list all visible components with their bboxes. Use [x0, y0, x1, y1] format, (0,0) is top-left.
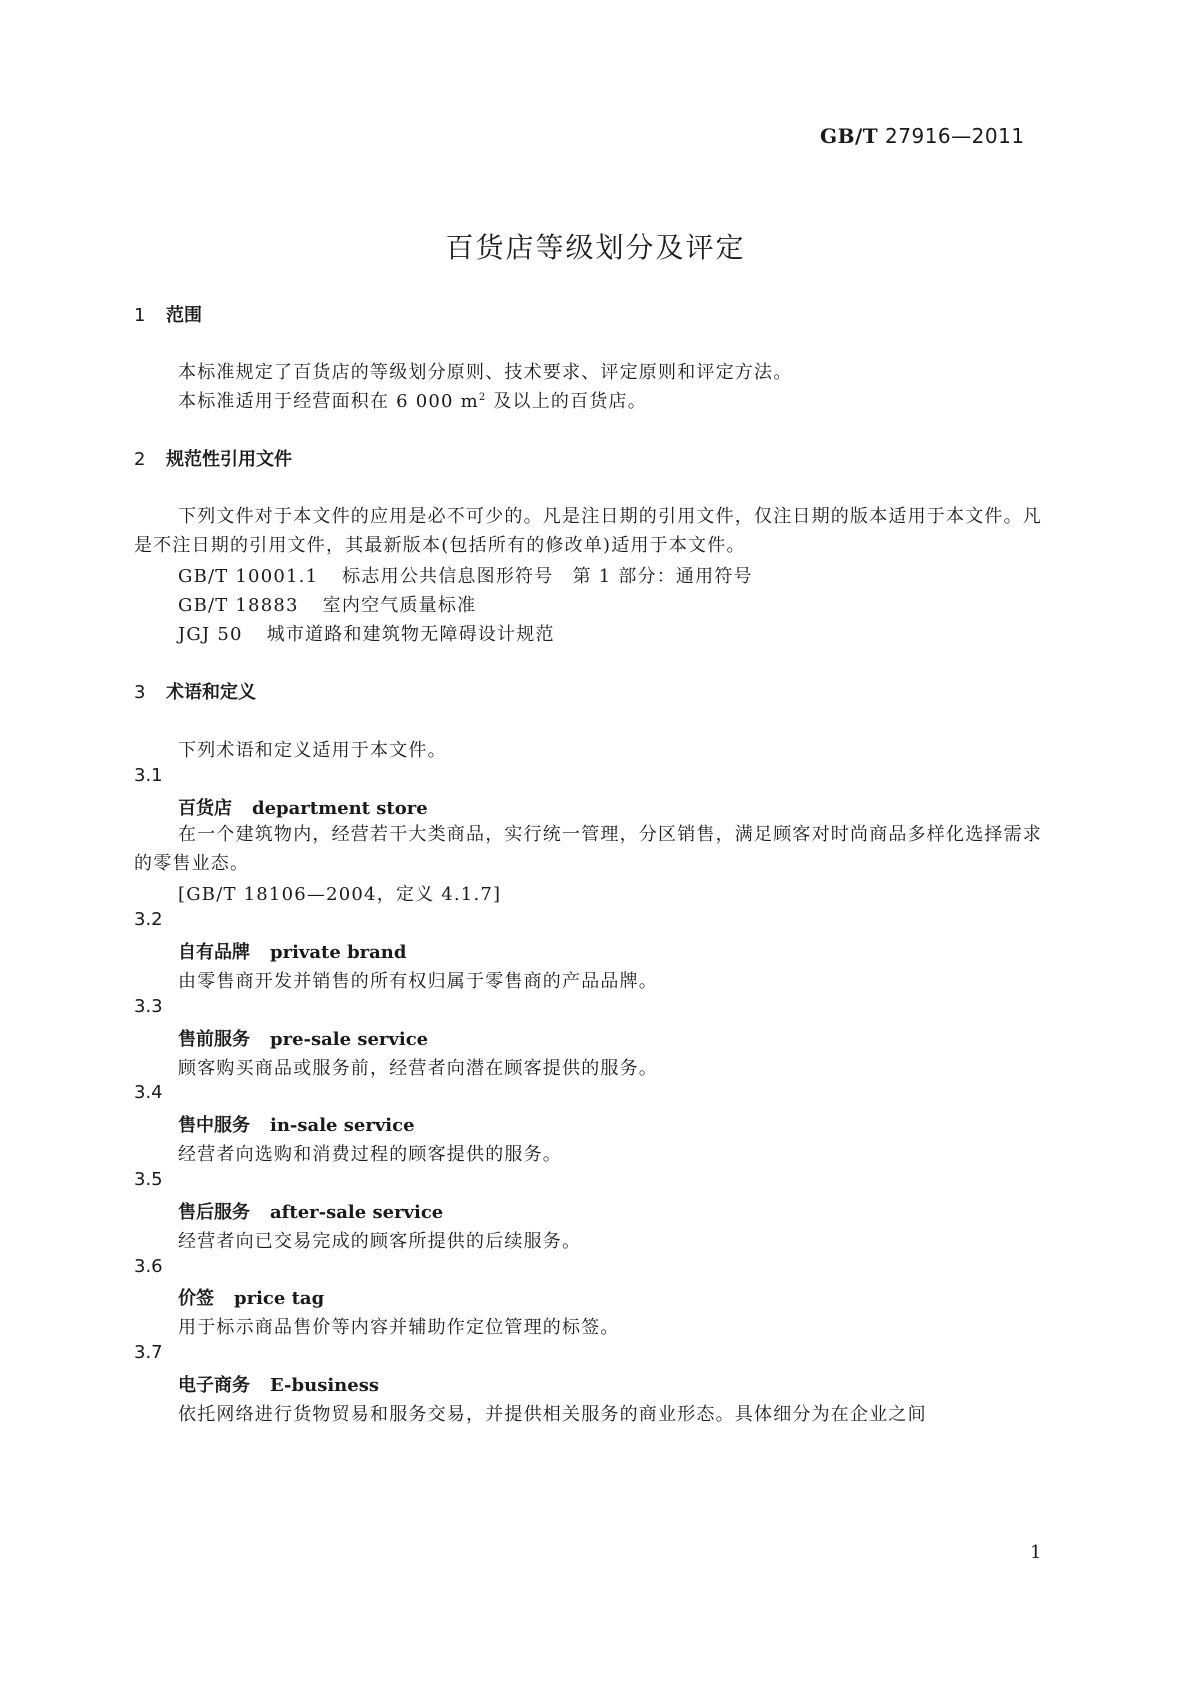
term-number: 3.7 — [134, 1342, 163, 1363]
reference-item — [178, 591, 476, 617]
term-definition: 经营者向已交易完成的顾客所提供的后续服务。 — [178, 1231, 582, 1252]
standard-code: 27916—2011 — [885, 124, 1025, 148]
term-heading — [178, 1198, 443, 1224]
section-1-heading — [134, 301, 202, 327]
section-title: 范围 — [166, 305, 202, 326]
section-title: 术语和定义 — [166, 682, 256, 703]
reference-name: 标志用公共信息图形符号 第 1 部分：通用符号 — [342, 566, 753, 587]
term-heading — [178, 1371, 379, 1397]
term-definition: 经营者向选购和消费过程的顾客提供的服务。 — [178, 1144, 562, 1165]
term-number: 3.2 — [134, 909, 163, 930]
term-cn: 售前服务 — [178, 1029, 250, 1050]
term-source: [GB/T 18106—2004，定义 4.1.7] — [178, 884, 502, 905]
term-heading — [178, 794, 428, 820]
term-heading — [178, 1025, 428, 1051]
page-number: 1 — [1030, 1542, 1042, 1563]
term-heading — [178, 1111, 415, 1137]
term-definition: 由零售商开发并销售的所有权归属于零售商的产品品牌。 — [178, 971, 658, 992]
superscript: 2 — [478, 392, 487, 403]
term-en: in-sale service — [270, 1115, 415, 1136]
term-number: 3.4 — [134, 1082, 163, 1103]
term-number: 3.5 — [134, 1169, 163, 1190]
document-title: 百货店等级划分及评定 — [445, 231, 746, 264]
term-cn: 百货店 — [178, 798, 232, 819]
term-definition-text: 在一个建筑物内，经营若干大类商品，实行统一管理，分区销售，满足顾客对时尚商品多样化选择需求的零售业态。 — [134, 824, 1042, 874]
references-intro-text: 下列文件对于本文件的应用是必不可少的。凡是注日期的引用文件，仅注日期的版本适用于本文件。凡是不注日期的引用文件，其最新版本(包括所有的修改单)适用于本文件。 — [134, 506, 1042, 556]
term-definition — [134, 820, 1059, 878]
references-intro — [134, 502, 1059, 560]
term-cn: 电子商务 — [178, 1375, 250, 1396]
reference-code: GB/T 10001.1 — [178, 566, 319, 587]
term-number: 3.6 — [134, 1256, 163, 1277]
scope-paragraph-1: 本标准规定了百货店的等级划分原则、技术要求、评定原则和评定方法。 — [178, 362, 793, 383]
term-en: price tag — [234, 1288, 325, 1309]
standard-prefix: GB/T — [820, 124, 879, 148]
term-cn: 售中服务 — [178, 1115, 250, 1136]
reference-code: GB/T 18883 — [178, 595, 299, 616]
term-heading — [178, 938, 406, 964]
section-number: 2 — [134, 449, 146, 470]
term-en: after-sale service — [270, 1202, 444, 1223]
term-en: private brand — [270, 942, 407, 963]
term-number: 3.3 — [134, 996, 163, 1017]
reference-code: JGJ 50 — [178, 624, 243, 645]
term-cn: 售后服务 — [178, 1202, 250, 1223]
standard-number — [820, 124, 1025, 148]
reference-name: 城市道路和建筑物无障碍设计规范 — [266, 624, 555, 645]
scope-text-a: 本标准适用于经营面积在 6 000 m — [178, 391, 479, 412]
term-en: E-business — [270, 1375, 379, 1396]
reference-name: 室内空气质量标准 — [322, 595, 477, 616]
term-cn: 价签 — [178, 1288, 214, 1309]
scope-paragraph-2 — [178, 387, 647, 413]
section-title: 规范性引用文件 — [166, 449, 292, 470]
term-definition: 用于标示商品售价等内容并辅助作定位管理的标签。 — [178, 1317, 620, 1338]
reference-item — [178, 562, 753, 588]
section-number: 1 — [134, 305, 146, 326]
section-number: 3 — [134, 682, 146, 703]
term-number: 3.1 — [134, 765, 163, 786]
term-definition: 依托网络进行货物贸易和服务交易，并提供相关服务的商业形态。具体细分为在企业之间 — [178, 1404, 927, 1425]
term-cn: 自有品牌 — [178, 942, 250, 963]
section-3-heading — [134, 678, 256, 704]
section-2-heading — [134, 445, 292, 471]
scope-text-b: 及以上的百货店。 — [486, 391, 647, 412]
terms-intro: 下列术语和定义适用于本文件。 — [178, 740, 447, 761]
term-definition: 顾客购买商品或服务前，经营者向潜在顾客提供的服务。 — [178, 1058, 658, 1079]
term-en: department store — [252, 798, 428, 819]
term-heading — [178, 1284, 324, 1310]
term-en: pre-sale service — [270, 1029, 429, 1050]
reference-item — [178, 620, 555, 646]
